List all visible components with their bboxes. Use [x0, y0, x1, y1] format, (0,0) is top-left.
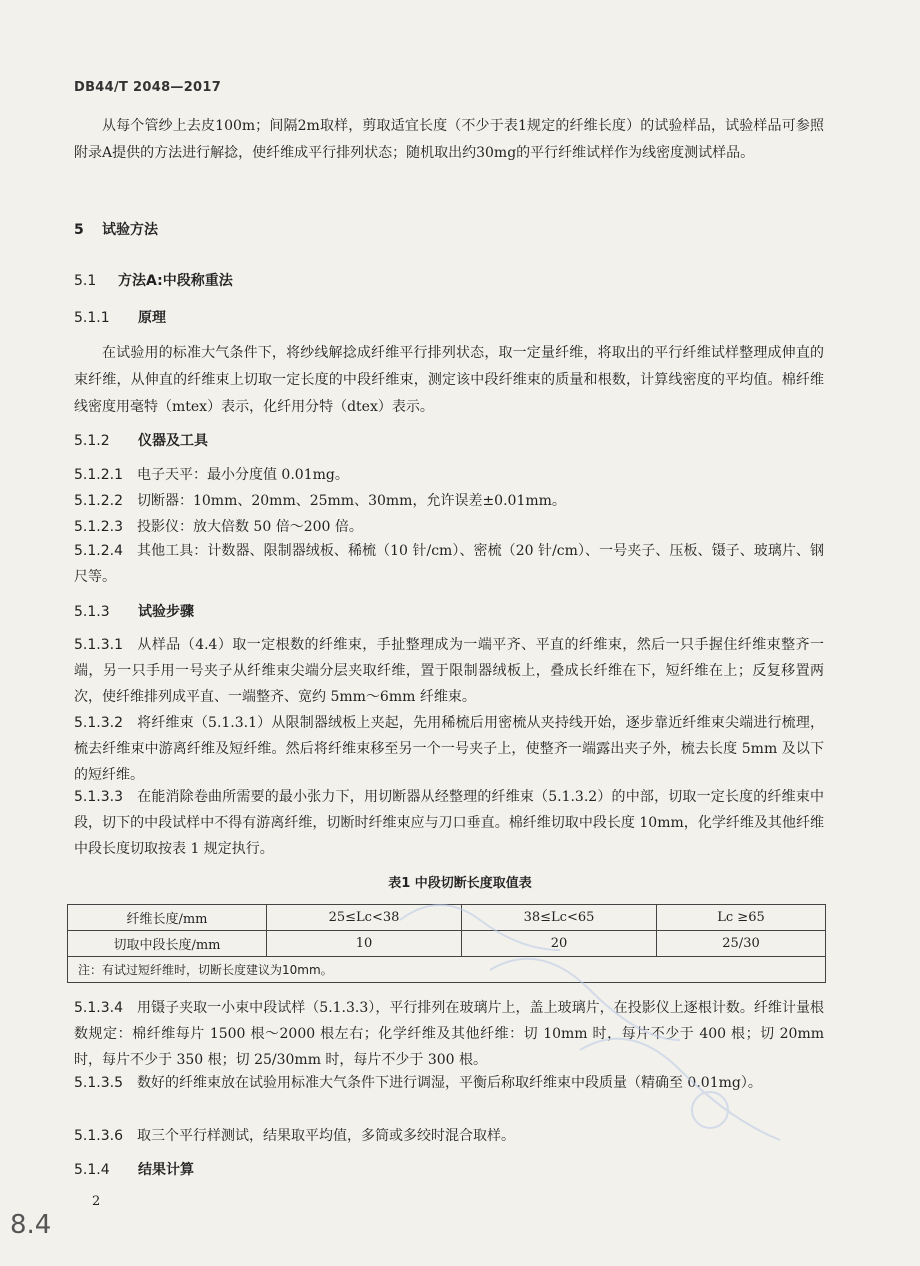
procedure-step	[74, 1123, 824, 1149]
section-number: 5.1.1	[74, 310, 110, 326]
item-text: 投影仪：放大倍数 50 倍～200 倍。	[136, 519, 363, 535]
step-number: 5.1.3.1	[74, 637, 123, 653]
item-text: 切断器：10mm、20mm、25mm、30mm，允许误差±0.01mm。	[136, 493, 566, 509]
step-number: 5.1.3.4	[74, 1000, 123, 1016]
standard-code: DB44/T 2048—2017	[74, 80, 222, 95]
table-cell: 38≤Lc<65	[462, 905, 657, 931]
table-cell: 20	[462, 931, 657, 957]
section-title: 原理	[138, 310, 166, 326]
procedure-step	[74, 710, 824, 788]
step-text: 数好的纤维束放在试验用标准大气条件下进行调湿，平衡后称取纤维束中段质量（精确至 0.01mg）。	[136, 1075, 762, 1091]
principle-paragraph: 在试验用的标准大气条件下，将纱线解捻成纤维平行排列状态，取一定量纤维，将取出的平行纤维试样整理成伸直的束纤维，从伸直的纤维束上切取一定长度的中段纤维束，测定该中段纤维束的质量和根数，计算线密度的平均值。棉纤维线密度用毫特（mtex）表示，化纤用分特（dtex）表示。	[74, 345, 824, 415]
section-5-1-1-heading	[74, 307, 166, 327]
table-caption: 表1 中段切断长度取值表	[388, 876, 532, 891]
cut-length-table	[67, 904, 826, 983]
table-cell: 25≤Lc<38	[267, 905, 462, 931]
page-stamp: 8.4	[10, 1210, 52, 1240]
table-cell: Lc ≥65	[657, 905, 826, 931]
table-cell: 切取中段长度/mm	[68, 931, 267, 957]
step-number: 5.1.3.2	[74, 715, 123, 731]
table-cell: 10	[267, 931, 462, 957]
section-title: 结果计算	[138, 1162, 194, 1178]
section-5-1-2-heading	[74, 430, 208, 450]
procedure-step	[74, 1070, 824, 1096]
item-text: 电子天平：最小分度值 0.01mg。	[136, 467, 349, 483]
step-text: 将纤维束（5.1.3.1）从限制器绒板上夹起，先用稀梳后用密梳从夹持线开始，逐步靠近纤维束尖端进行梳理，梳去纤维束中游离纤维及短纤维。然后将纤维束移至另一个一号夹子上，使整齐一端露出夹子外，梳去长度 5mm 及以下的短纤维。	[74, 715, 824, 783]
table-cell: 纤维长度/mm	[68, 905, 267, 931]
step-number: 5.1.3.6	[74, 1128, 123, 1144]
step-number: 5.1.3.5	[74, 1075, 123, 1091]
instrument-item	[74, 514, 824, 540]
section-5-1-4-heading	[74, 1159, 194, 1179]
table-row	[68, 957, 826, 983]
table-row	[68, 905, 826, 931]
section-5-1-heading	[74, 270, 233, 290]
item-number: 5.1.2.3	[74, 519, 123, 535]
instrument-item	[74, 462, 824, 488]
step-text: 用镊子夹取一小束中段试样（5.1.3.3），平行排列在玻璃片上，盖上玻璃片，在投影仪上逐根计数。纤维计量根数规定：棉纤维每片 1500 根～2000 根左右；化学纤维及其他纤维：切 10mm 时，每片不少于 400 根；切 20mm 时，每片不少于 350 根；切 25/30mm 时，每片不少于 300 根。	[74, 1000, 824, 1068]
procedure-step	[74, 632, 824, 710]
step-text: 取三个平行样测试，结果取平均值，多筒或多绞时混合取样。	[136, 1128, 515, 1144]
item-number: 5.1.2.2	[74, 493, 123, 509]
instrument-item	[74, 538, 824, 590]
section-number: 5.1	[74, 273, 97, 289]
sampling-paragraph: 从每个管纱上去皮100m；间隔2m取样，剪取适宜长度（不少于表1规定的纤维长度）的试验样品，试验样品可参照附录A提供的方法进行解捻，使纤维成平行排列状态；随机取出约30mg的平行纤维试样作为线密度测试样品。	[74, 118, 824, 161]
instrument-item	[74, 488, 824, 514]
section-5-1-3-heading	[74, 601, 194, 621]
step-text: 从样品（4.4）取一定根数的纤维束，手扯整理成为一端平齐、平直的纤维束，然后一只手握住纤维束整齐一端，另一只手用一号夹子从纤维束尖端分层夹取纤维，置于限制器绒板上，叠成长纤维在下，短纤维在上；反复移置两次，使纤维排列成平直、一端整齐、宽约 5mm～6mm 纤维束。	[74, 637, 824, 705]
item-text: 其他工具：计数器、限制器绒板、稀梳（10 针/cm）、密梳（20 针/cm）、一号夹子、压板、镊子、玻璃片、钢尺等。	[74, 543, 824, 585]
section-title: 仪器及工具	[138, 433, 208, 449]
section-number: 5.1.4	[74, 1162, 110, 1178]
table-cell: 25/30	[657, 931, 826, 957]
section-title: 试验方法	[102, 222, 158, 238]
step-text: 在能消除卷曲所需要的最小张力下，用切断器从经整理的纤维束（5.1.3.2）的中部，切取一定长度的纤维束中段，切下的中段试样中不得有游离纤维，切断时纤维束应与刀口垂直。棉纤维切取中段长度 10mm，化学纤维及其他纤维中段长度切取按表 1 规定执行。	[74, 789, 824, 857]
table-note: 注：有试过短纤维时，切断长度建议为10mm。	[68, 957, 826, 983]
section-5-heading	[74, 219, 158, 239]
section-title: 方法A:中段称重法	[118, 273, 233, 289]
section-number: 5.1.2	[74, 433, 110, 449]
step-number: 5.1.3.3	[74, 789, 123, 805]
table-row	[68, 931, 826, 957]
item-number: 5.1.2.4	[74, 543, 123, 559]
section-number: 5	[74, 222, 84, 238]
page-number: 2	[92, 1194, 101, 1209]
section-title: 试验步骤	[138, 604, 194, 620]
section-number: 5.1.3	[74, 604, 110, 620]
procedure-step	[74, 995, 824, 1073]
item-number: 5.1.2.1	[74, 467, 123, 483]
procedure-step	[74, 784, 824, 862]
